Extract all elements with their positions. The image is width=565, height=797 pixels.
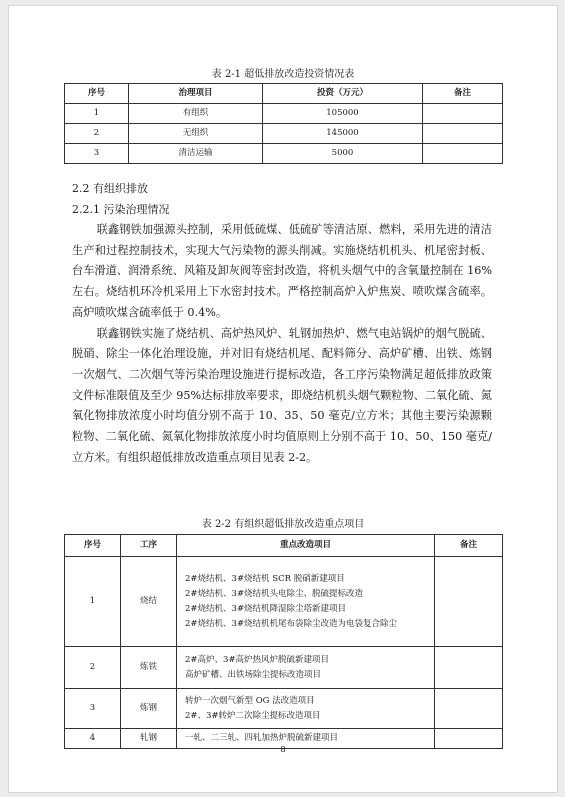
table-row: [65, 557, 503, 647]
body-text: [72, 220, 492, 468]
project-item: 一轧、二三轧、四轧加热炉脱硫新建项目: [185, 733, 339, 743]
table1-header: 序号: [65, 84, 129, 104]
project-cell: [177, 689, 435, 729]
table-cell: 3: [65, 144, 129, 164]
table-cell: [423, 124, 503, 144]
table2-header: 重点改造项目: [177, 535, 435, 557]
table-cell: 145000: [263, 124, 423, 144]
table2-caption: 表 2-2 有组织超低排放改造重点项目: [201, 519, 365, 530]
table1-header: 备注: [423, 84, 503, 104]
subsection-heading: 2.2.1 污染治理情况: [72, 203, 170, 216]
table1-header: 治理项目: [129, 84, 263, 104]
project-cell: [177, 557, 435, 647]
key-projects-table: [64, 534, 503, 749]
table-cell: 4: [65, 729, 121, 749]
table-cell: 2: [65, 647, 121, 689]
page-number: 8: [280, 745, 286, 754]
table-cell: 5000: [263, 144, 423, 164]
table-cell: 炼钢: [121, 689, 177, 729]
table2-header: 工序: [121, 535, 177, 557]
document-page: [8, 5, 558, 793]
paragraph: 联鑫钢铁实施了烧结机、高炉热风炉、轧钢加热炉、燃气电站锅炉的烟气脱硫、脱硝、除尘一体化治理设施，并对旧有烧结机尾、配料筛分、高炉矿槽、出铁、炼钢一次烟气、二次烟气等污染治理设施进行提标改造，各工序污染物满足超低排放政策文件标准限值及至少 95%达标排放率要求，即烧结机机头烟气颗粒物、二氧化硫、氮氧化物排放浓度小时均值分别不高于 10、35、50 毫克/立方米；其他主要污染源颗粒物、二氧化硫、氮氧化物排放浓度小时均值原则上分别不高于 10、50、150 毫克/立方米。有组织超低排放改造重点项目见表 2-2。: [72, 326, 492, 464]
table-cell: [423, 104, 503, 124]
section-heading: 2.2 有组织排放: [72, 182, 148, 195]
project-item: 2#、3#转炉二次除尘提标改造项目: [185, 710, 321, 721]
table-cell: [435, 689, 503, 729]
project-item: 2#高炉、3#高炉热风炉脱硫新建项目: [185, 654, 330, 665]
investment-table: [64, 83, 503, 164]
table-cell: 炼铁: [121, 647, 177, 689]
project-item: 2#烧结机、3#烧结机头电除尘、脱硫提标改造: [185, 588, 364, 599]
table-cell: [423, 144, 503, 164]
table1-caption: 表 2-1 超低排放改造投资情况表: [211, 69, 355, 80]
table2-header: 序号: [65, 535, 121, 557]
table2-header: 备注: [435, 535, 503, 557]
table-cell: 轧钢: [121, 729, 177, 749]
table-row: [65, 689, 503, 729]
table-cell: [435, 557, 503, 647]
table-cell: 105000: [263, 104, 423, 124]
project-item: 2#烧结机、3#烧结机降湿除尘塔新建项目: [185, 603, 347, 614]
table2-header-row: [65, 535, 503, 557]
project-item: 2#烧结机、3#烧结机 SCR 脱硝新建项目: [185, 573, 345, 584]
table-cell: 1: [65, 557, 121, 647]
table-cell: 烧结: [121, 557, 177, 647]
table-cell: [435, 647, 503, 689]
table-cell: 清洁运输: [129, 144, 263, 164]
project-cell: [177, 647, 435, 689]
project-item: 转炉一次烟气新型 OG 法改造项目: [185, 695, 315, 706]
table-row: [65, 104, 503, 124]
project-item: 2#烧结机、3#烧结机机尾布袋除尘改造为电袋复合除尘: [185, 618, 398, 629]
project-item: 高炉矿槽、出铁场除尘提标改造项目: [185, 669, 322, 680]
paragraph: 联鑫钢铁加强源头控制，采用低硫煤、低硫矿等清洁原、燃料，采用先进的清洁生产和过程控制技术，实现大气污染物的源头削减。实施烧结机机头、机尾密封板、台车滑道、润滑系统、风箱及卸灰阀等密封改造，将机头烟气中的含氧量控制在 16%左右。烧结机环冷机采用上下水密封技术。严格控制高炉入炉焦炭、喷吹煤含硫率。高炉喷吹煤含硫率低于 0.4%。: [72, 223, 492, 319]
table-cell: 无组织: [129, 124, 263, 144]
table-cell: 3: [65, 689, 121, 729]
table-row: [65, 647, 503, 689]
table-cell: 有组织: [129, 104, 263, 124]
table-cell: 2: [65, 124, 129, 144]
table-row: [65, 124, 503, 144]
table-row: [65, 144, 503, 164]
table1-header: 投资（万元）: [263, 84, 423, 104]
table1-header-row: [65, 84, 503, 104]
table-cell: 1: [65, 104, 129, 124]
